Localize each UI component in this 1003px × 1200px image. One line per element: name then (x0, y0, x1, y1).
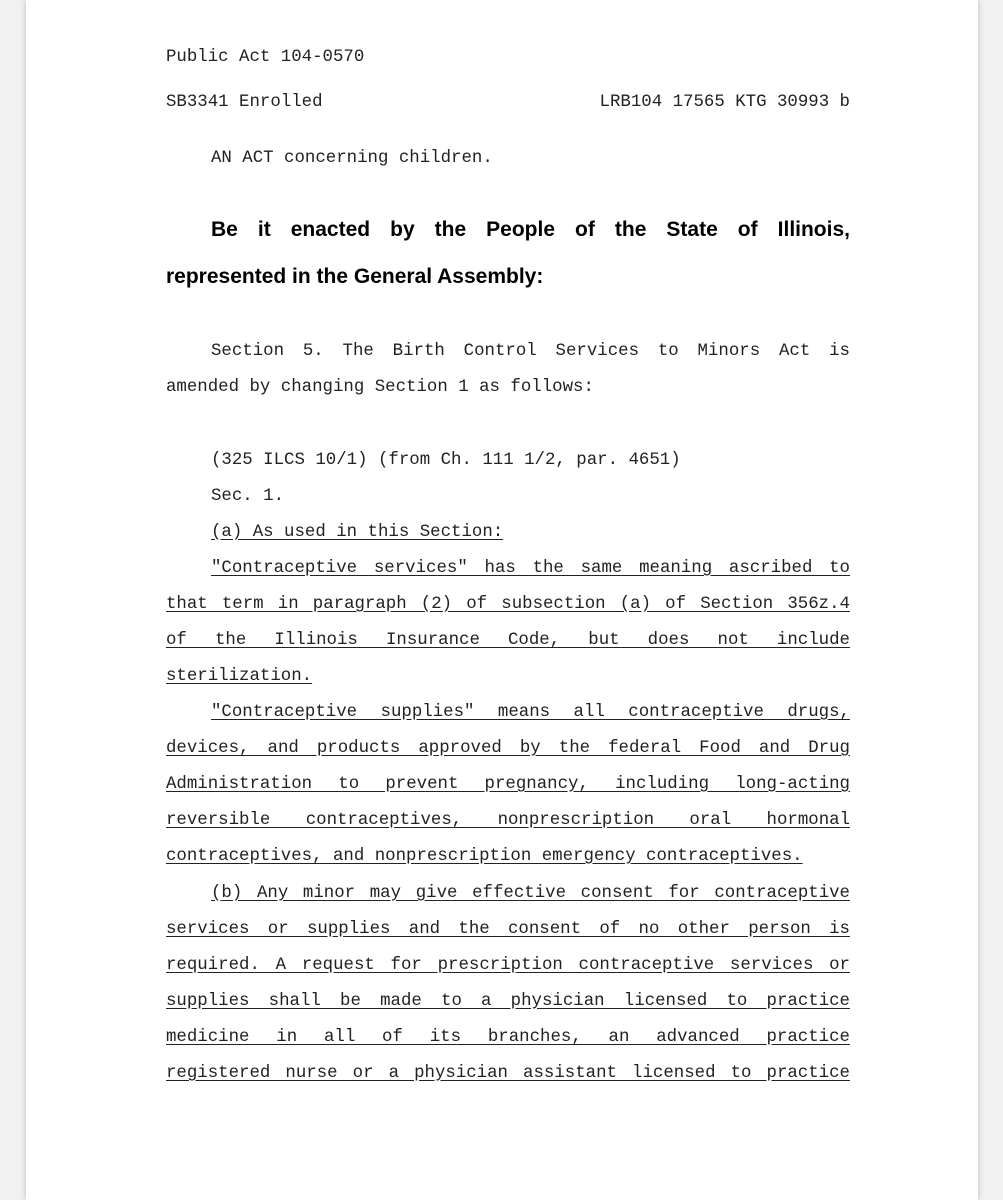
supplies-definition-line: reversible contraceptives, nonprescription oral hormonal (166, 811, 850, 830)
subsection-b-line: supplies shall be made to a physician licensed to practice (166, 992, 850, 1011)
subsection-b-line: registered nurse or a physician assistant licensed to practice (166, 1064, 850, 1083)
subsection-b-line: services or supplies and the consent of no other person is (166, 920, 850, 939)
enacting-clause-line-2: represented in the General Assembly: (166, 265, 544, 288)
services-definition-line: sterilization. (166, 667, 313, 686)
section-heading: Sec. 1. (211, 487, 285, 506)
services-definition-line: of the Illinois Insurance Code, but does not include (166, 631, 850, 650)
lrb-number: LRB104 17565 KTG 30993 b (599, 93, 850, 112)
supplies-definition-line: "Contraceptive supplies" means all contraceptive drugs, (211, 703, 850, 722)
section-5-line-2: amended by changing Section 1 as follows: (166, 378, 594, 397)
supplies-definition-line: contraceptives, and nonprescription emergency contraceptives. (166, 847, 803, 866)
subsection-b-line: (b) Any minor may give effective consent for contraceptive (211, 884, 850, 903)
subsection-b-line: required. A request for prescription contraceptive services or (166, 956, 850, 975)
supplies-definition-line: devices, and products approved by the federal Food and Drug (166, 739, 850, 758)
enacting-clause-line-1: Be it enacted by the People of the State of Illinois, (211, 218, 850, 241)
services-definition-line: that term in paragraph (2) of subsection (a) of Section 356z.4 (166, 595, 850, 614)
act-title: AN ACT concerning children. (211, 149, 493, 168)
bill-header (166, 92, 850, 114)
bill-number: SB3341 Enrolled (166, 93, 323, 112)
services-definition-line: "Contraceptive services" has the same meaning ascribed to (211, 559, 850, 578)
public-act-number: Public Act 104-0570 (166, 48, 365, 67)
statute-citation: (325 ILCS 10/1) (from Ch. 111 1/2, par. 4651) (211, 451, 681, 470)
section-5-line-1: Section 5. The Birth Control Services to Minors Act is (211, 342, 850, 361)
subsection-b-line: medicine in all of its branches, an advanced practice (166, 1028, 850, 1047)
supplies-definition-line: Administration to prevent pregnancy, including long-acting (166, 775, 850, 794)
subsection-a: (a) As used in this Section: (211, 523, 504, 542)
